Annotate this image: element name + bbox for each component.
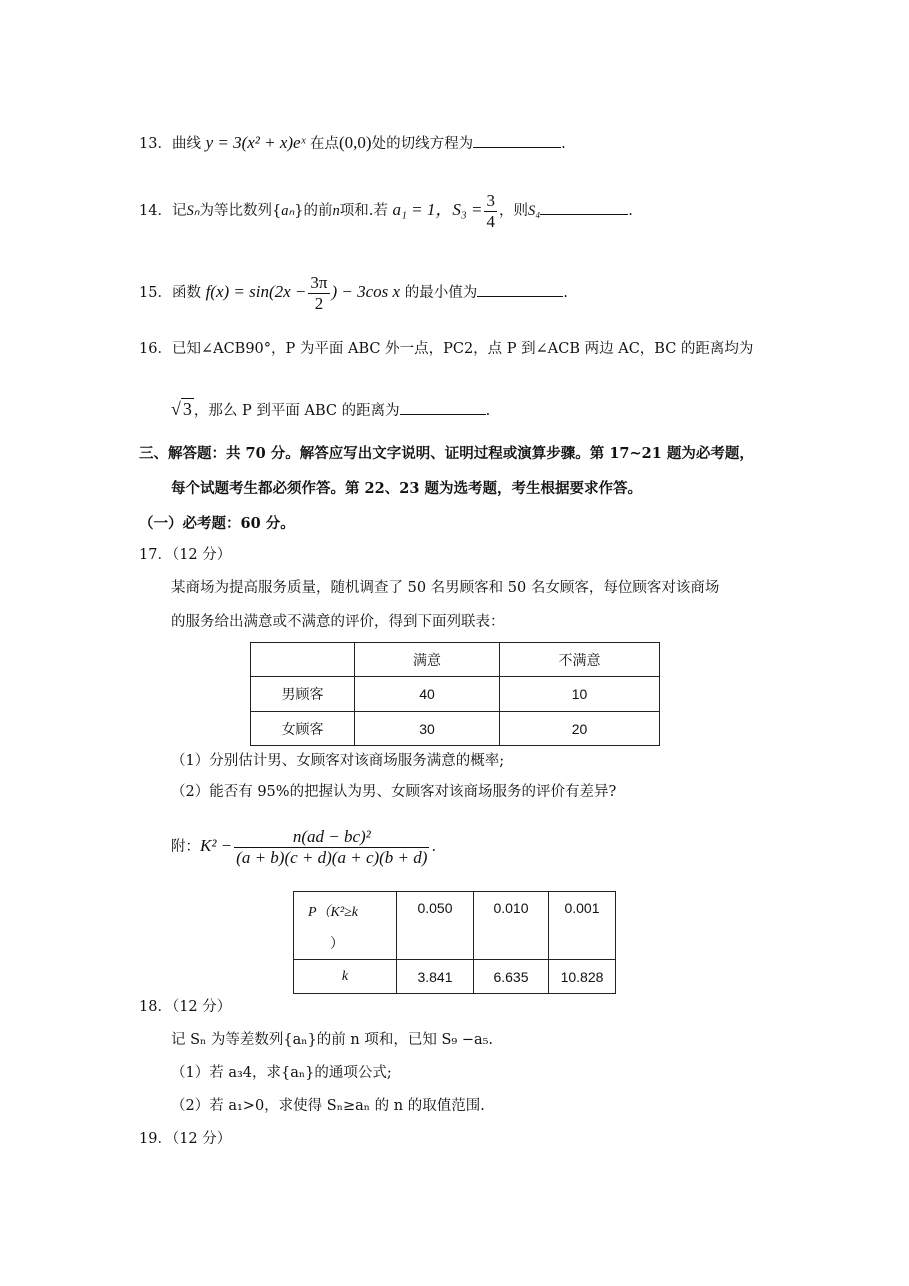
critical-value-table: [293, 891, 616, 994]
question-18-text: 记 Sₙ 为等差数列{aₙ}的前 n 项和，已知 S₉ −a₅.: [171, 1032, 494, 1048]
question-18-part-1: （1）若 a₃4，求{aₙ}的通项公式;: [171, 1065, 392, 1081]
question-18-number: 18．（12 分）: [139, 999, 232, 1015]
chi-square-formula: 附：K² − $\frac{\text{n(ad − bc)²}}{(a + b)(c + d)(a + c)(b + d)}$ .: [171, 826, 437, 867]
answer-blank: [400, 400, 486, 415]
question-17-part-1: （1）分别估计男、女顾客对该商场服务满意的概率;: [171, 753, 505, 769]
question-14: 14．记Sₙ为等比数列{aₙ}的前n项和.若 a₁ = 1，S₃ = $\frac{3}{4}$ ，则S₄ .: [139, 190, 633, 231]
table-row: 满意 不满意: [251, 643, 660, 677]
question-17-text-1: 某商场为提高服务质量，随机调查了 50 名男顾客和 50 名女顾客，每位顾客对该商场: [171, 580, 720, 596]
sqrt-symbol: √ 3: [171, 399, 192, 419]
question-16-line-2: √ 3 ，那么 P 到平面 ABC 的距离为 .: [171, 399, 491, 419]
question-19-number: 19．（12 分）: [139, 1131, 232, 1147]
answer-blank: [477, 282, 563, 297]
q13-formula: y = 3(x² + x)eˣ: [205, 133, 306, 152]
table-row: 男顾客 40 10: [251, 677, 660, 712]
question-15: 15．函数 f(x) = sin(2x − $\frac{3\pi}{2}$ ) − 3cos x 的最小值为 .: [139, 272, 568, 313]
section-3-subheading: 每个试题考生都必须作答。第 22、23 题为选考题，考生根据要求作答。: [171, 480, 642, 497]
answer-blank: [473, 133, 561, 148]
question-17-part-2: （2）能否有 95%的把握认为男、女顾客对该商场服务的评价有差异?: [171, 784, 617, 800]
contingency-table: [250, 642, 660, 746]
q14-fraction: $\frac{3}{4}$: [486, 190, 495, 231]
question-13: 13．曲线 y = 3(x² + x)eˣ 在点(0,0)处的切线方程为 .: [139, 133, 566, 152]
question-18-part-2: （2）若 a₁>0，求使得 Sₙ≥aₙ 的 n 的取值范围.: [171, 1098, 485, 1114]
table-row: k 3.841 6.635 10.828: [294, 960, 616, 994]
question-17-number: 17．（12 分）: [139, 547, 232, 563]
q13-point: (0,0): [339, 133, 372, 152]
section-3-heading: 三、解答题：共 70 分。解答应写出文字说明、证明过程或演算步骤。第 17~21 题为必考题，: [139, 445, 754, 462]
question-17-text-2: 的服务给出满意或不满意的评价，得到下面列联表：: [171, 614, 505, 630]
table-row: 女顾客 30 20: [251, 712, 660, 746]
answer-blank: [540, 200, 628, 215]
question-16-line-1: 16．已知∠ACB90°，P 为平面 ABC 外一点，PC2，点 P 到∠ACB 两边 AC，BC 的距离均为: [139, 341, 754, 357]
q15-fraction: $\frac{3\pi}{2}$: [310, 272, 328, 313]
required-section-label: （一）必考题：60 分。: [139, 515, 295, 532]
table-row: P（K²≥k ） 0.050 0.010 0.001: [294, 892, 616, 960]
